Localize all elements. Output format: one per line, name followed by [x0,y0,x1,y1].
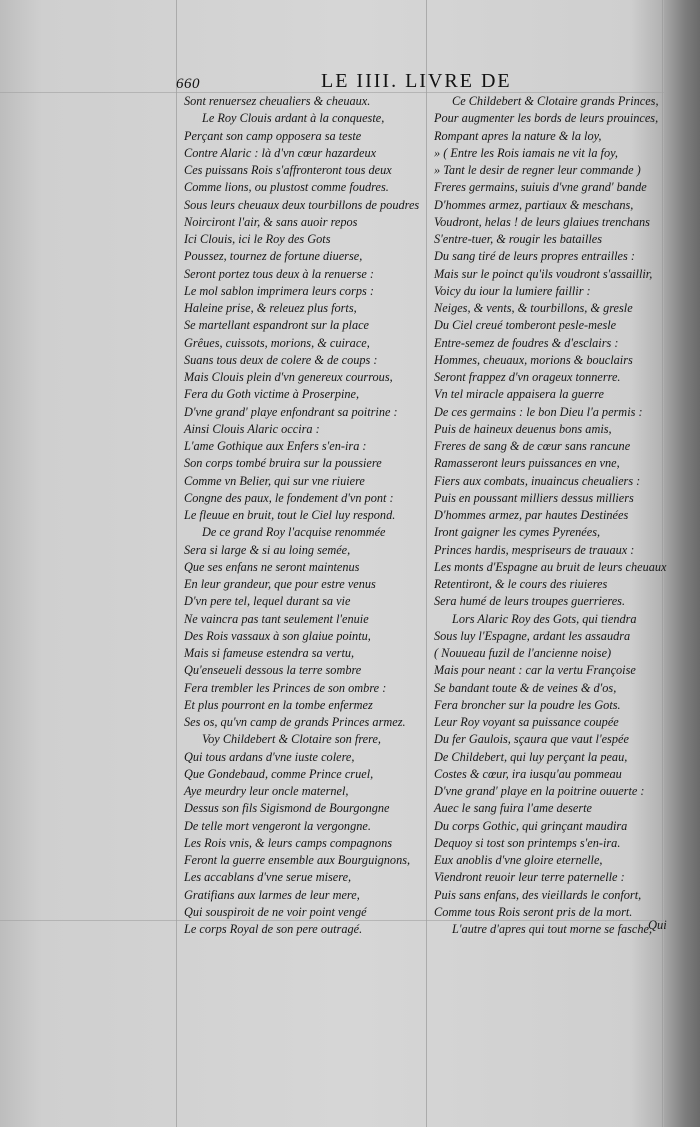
verse-line: Le mol sablon imprimera leurs corps : [184,283,374,298]
verse-line: Se martellant espandront sur la place [184,318,370,333]
verse-line: De ce grand Roy l'acquise renommée [202,525,386,540]
verse-line: D'hommes armez, partiaux & meschans, [434,197,634,212]
verse-line: Neiges, & vents, & tourbillons, & gresle [434,301,633,315]
verse-line: Du corps Gothic, qui grinçant maudira [434,818,628,833]
verse-line: D'vne grand' playe enfondrant sa poitrine : [184,404,398,419]
verse-line: Sera si large & si au loing semée, [184,542,351,557]
verse-line: Mais sur le poinct qu'ils voudront s'assaillir, [434,266,653,281]
verse-line: Le Roy Clouis ardant à la conqueste, [202,111,385,126]
verse-line: Se bandant toute & de veines & d'os, [434,680,617,695]
verse-line: Congne des paux, le fondement d'vn pont : [184,490,394,505]
verse-line: Sera humé de leurs troupes guerrieres. [434,594,626,609]
page-header [176,70,666,94]
verse-line: D'vn pere tel, lequel durant sa vie [184,594,351,609]
verse-line: Vn tel miracle appaisera la guerre [434,387,604,402]
verse-line: Lors Alaric Roy des Gots, qui tiendra [452,611,637,626]
verse-line: Fera du Goth victime à Proserpine, [184,387,360,402]
verse-line: Le fleuue en bruit, tout le Ciel luy respond. [184,508,396,522]
verse-line: Seront portez tous deux à la renuerse : [184,266,375,281]
verse-line: L'ame Gothique aux Enfers s'en-ira : [184,439,367,453]
verse-line: Ne vaincra pas tant seulement l'enuie [184,611,369,626]
verse-line: D'hommes armez, par hautes Destinées [434,508,629,522]
verse-line: » ( Entre les Rois iamais ne vit la foy, [434,145,618,160]
verse-line: Voicy du iour la lumiere faillir : [434,283,591,298]
page-number: 660 [176,76,200,92]
verse-line: Comme tous Rois seront pris de la mort. [434,904,633,919]
verse-line: Ses os, qu'vn camp de grands Princes armez. [184,715,406,729]
verse-line: Eux anoblis d'vne gloire eternelle, [434,853,603,867]
verse-line: Ainsi Clouis Alaric occira : [184,421,320,436]
verse-line: Ici Clouis, ici le Roy des Gots [184,232,331,246]
verse-line: Ramasseront leurs puissances en vne, [434,456,620,471]
verse-line: De Childebert, qui luy perçant la peau, [434,749,628,764]
verse-line: Que Gondebaud, comme Prince cruel, [184,766,374,781]
verse-line: Puis sans enfans, des vieillards le confort, [434,887,642,902]
verse-line: Comme lions, ou plustost comme foudres. [184,180,389,195]
verse-line: Comme vn Belier, qui sur vne riuiere [184,473,365,488]
verse-line: Noirciront l'air, & sans auoir repos [184,214,358,229]
verse-line: Fiers aux combats, inuaincus cheualiers : [434,473,641,488]
verse-line: Du fer Gaulois, sçaura que vaut l'espée [434,732,629,747]
verse-line: Grêues, cuissots, morions, & cuirace, [184,335,370,350]
verse-line: Aye meurdry leur oncle maternel, [184,784,349,798]
verse-line: S'entre-tuer, & rougir les batailles [434,232,603,246]
verse-line: Poussez, tournez de fortune diuerse, [184,249,363,264]
verse-line: Voudront, helas ! de leurs glaiues trenchans [434,214,650,229]
verse-line: Qui tous ardans d'vne iuste colere, [184,749,355,764]
verse-line: Freres de sang & de cœur sans rancune [434,439,631,453]
verse-line: Puis de haineux deuenus bons amis, [434,421,612,436]
verse-line: De ces germains : le bon Dieu l'a permis : [434,404,643,419]
catchword: Qui [648,918,667,932]
verse-line: Du sang tiré de leurs propres entrailles : [434,249,635,264]
verse-line: Haleine prise, & releuez plus forts, [184,301,357,315]
verse-line: ( Nouueau fuzil de l'ancienne noise) [434,646,612,660]
verse-line: Puis en poussant milliers dessus milliers [434,490,634,505]
verse-line: Leur Roy voyant sa puissance coupée [434,715,619,729]
verse-line: En leur grandeur, que pour estre venus [184,577,376,591]
verse-line: Mais Clouis plein d'vn genereux courrous, [184,370,393,384]
verse-line: Fera broncher sur la poudre les Gots. [434,697,621,712]
verse-line: Les Rois vnis, & leurs camps compagnons [184,835,393,850]
left-verse-column [184,93,420,938]
verse-line: Ce Childebert & Clotaire grands Princes, [452,94,659,108]
verse-line: Sous leurs cheuaux deux tourbillons de poudres [184,197,420,212]
verse-line: Entre-semez de foudres & d'esclairs : [434,335,619,350]
verse-line: Costes & cœur, ira iusqu'au pommeau [434,766,622,781]
verse-line: Les monts d'Espagne au bruit de leurs cheuaux [434,559,667,574]
verse-line: D'vne grand' playe en la poitrine ouuerte : [434,784,645,798]
verse-line: Du Ciel creué tomberont pesle-mesle [434,318,617,333]
scan-rule-line [426,0,427,1127]
verse-line: Seront frappez d'vn orageux tonnerre. [434,370,621,384]
verse-line: Freres germains, suiuis d'vne grand' bande [434,180,647,195]
verse-line: Viendront reuoir leur terre paternelle : [434,870,625,885]
verse-line: Perçant son camp opposera sa teste [184,128,362,143]
verse-line: De telle mort vengeront la vergongne. [184,818,371,833]
verse-line: Qu'enseueli dessous la terre sombre [184,663,362,678]
verse-line: Feront la guerre ensemble aux Bourguignons, [184,853,411,867]
verse-line: Gratifians aux larmes de leur mere, [184,887,360,902]
verse-line: Suans tous deux de colere & de coups : [184,352,378,367]
verse-line: Sous luy l'Espagne, ardant les assaudra [434,628,631,643]
verse-line: Rompant apres la nature & la loy, [434,128,602,143]
verse-line: Les accablans d'vne serue misere, [184,870,352,885]
right-verse-column [434,93,666,938]
verse-line: Et plus pourront en la tombe enfermez [184,697,373,712]
running-head: LE IIII. LIVRE DE [321,70,512,92]
verse-line: Pour augmenter les bords de leurs prouinces, [434,111,659,126]
verse-line: L'autre d'apres qui tout morne se fasche, [452,922,653,936]
verse-line: Fera trembler les Princes de son ombre : [184,680,387,695]
verse-line: Dessus son fils Sigismond de Bourgongne [184,801,390,816]
verse-line: Voy Childebert & Clotaire son frere, [202,732,381,747]
verse-line: Sont renuersez cheualiers & cheuaux. [184,94,371,108]
verse-line: Son corps tombé bruira sur la poussiere [184,456,382,471]
verse-line: Contre Alaric : là d'vn cœur hazardeux [184,145,377,160]
verse-line: Que ses enfans ne seront maintenus [184,559,360,574]
book-gutter [664,0,700,1127]
verse-line: » Tant le desir de regner leur commande ) [434,163,641,177]
verse-line: Auec le sang fuira l'ame deserte [434,801,593,816]
verse-line: Qui souspiroit de ne voir point vengé [184,904,367,919]
verse-line: Princes hardis, mespriseurs de trauaux : [434,542,635,557]
verse-line: Retentiront, & le cours des riuieres [434,577,608,591]
verse-line: Des Rois vassaux à son glaiue pointu, [184,628,371,643]
verse-line: Dequoy si tost son printemps s'en-ira. [434,835,621,850]
verse-line: Hommes, cheuaux, morions & bouclairs [434,352,633,367]
verse-line: Ces puissans Rois s'affronteront tous deux [184,163,392,177]
scan-rule-line [176,0,177,1127]
verse-line: Mais pour neant : car la vertu Françoise [434,663,636,678]
verse-line: Le corps Royal de son pere outragé. [184,922,363,936]
verse-line: Iront gaigner les cymes Pyrenées, [434,525,601,540]
verse-line: Mais si fameuse estendra sa vertu, [184,646,355,660]
